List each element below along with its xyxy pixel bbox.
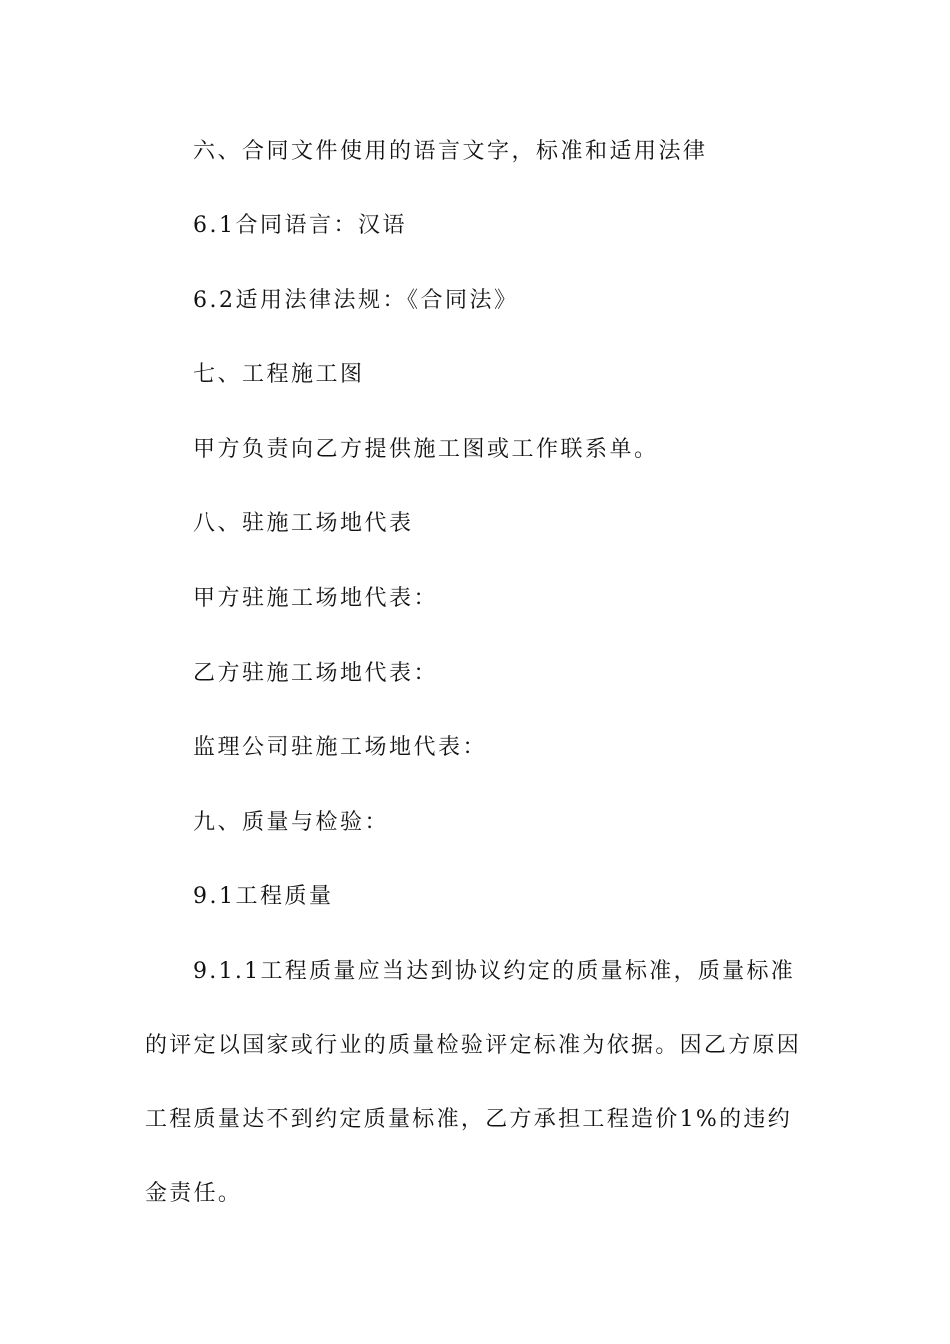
party-b-representative: 乙方驻施工场地代表：	[193, 661, 439, 686]
section-heading-6: 六、合同文件使用的语言文字，标准和适用法律	[193, 139, 708, 164]
section-heading-9: 九、质量与检验：	[193, 810, 390, 835]
clause-6-1: 6.1合同语言：汉语	[193, 213, 407, 238]
clause-9-1-1-paragraph: 9.1.1工程质量应当达到协议约定的质量标准，质量标准的评定以国家或行业的质量检验评定标准为依据。因乙方原因工程质量达不到约定质量标准，乙方承担工程造价1%的违约金责任。	[145, 959, 802, 1206]
clause-7-text: 甲方负责向乙方提供施工图或工作联系单。	[193, 437, 659, 462]
clause-9-1: 9.1工程质量	[193, 884, 334, 909]
party-a-representative: 甲方驻施工场地代表：	[193, 586, 439, 611]
clause-6-2: 6.2适用法律法规：《合同法》	[193, 288, 519, 313]
section-heading-7: 七、工程施工图	[193, 362, 365, 387]
supervisor-representative: 监理公司驻施工场地代表：	[193, 735, 488, 760]
section-heading-8: 八、驻施工场地代表	[193, 511, 414, 536]
